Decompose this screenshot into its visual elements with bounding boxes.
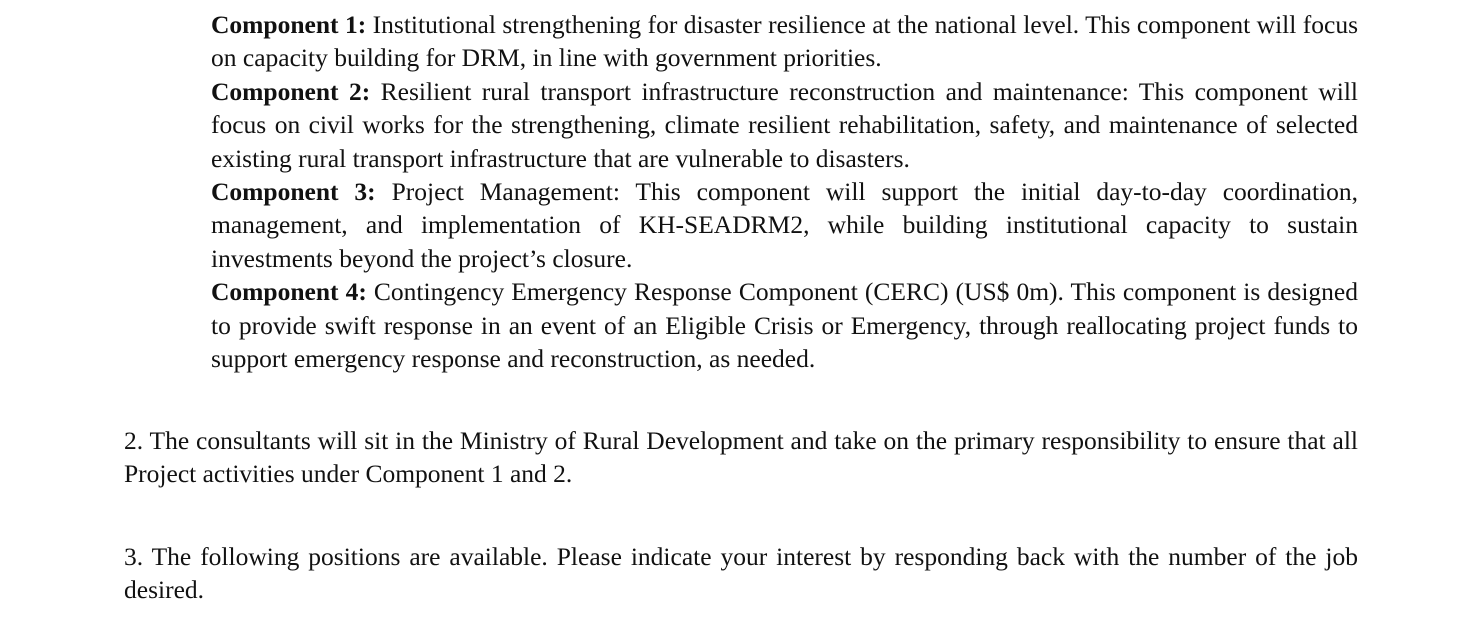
component-text: Project Management: This component will support the initial day-to-day coordination, management, and implementation of KH-SEADRM2, while building institutional capacity to sustain investments beyond the project’s closure.	[211, 177, 1358, 273]
component-list	[211, 8, 1358, 375]
paragraph-consultants: 2. The consultants will sit in the Ministry of Rural Development and take on the primary responsibility to ensure that all Project activities under Component 1 and 2.	[124, 426, 1358, 489]
component-item	[211, 8, 1358, 75]
component-text: Resilient rural transport infrastructure reconstruction and maintenance: This component will focus on civil works for the strengthening, climate resilient rehabilitation, safety, and maintenance of selected existing rural transport infrastructure that are vulnerable to disasters.	[211, 76, 1358, 173]
component-label: Component 3:	[211, 177, 376, 207]
component-text: Institutional strengthening for disaster resilience at the national level. This component will focus on capacity building for DRM, in line with government priorities.	[211, 10, 1359, 73]
component-text: Contingency Emergency Response Component (CERC) (US$ 0m). This component is designed to provide swift response in an event of an Eligible Crisis or Emergency, through reallocating project funds to support emergency response and reconstruction, as needed.	[211, 277, 1359, 374]
component-label: Component 4:	[211, 277, 367, 307]
component-item	[211, 75, 1358, 175]
component-item	[211, 175, 1358, 275]
component-item	[211, 275, 1358, 375]
component-label: Component 2:	[211, 76, 371, 106]
paragraph-positions: 3. The following positions are available. Please indicate your interest by responding back with the number of the job desired.	[124, 542, 1358, 605]
component-label: Component 1:	[211, 10, 367, 39]
